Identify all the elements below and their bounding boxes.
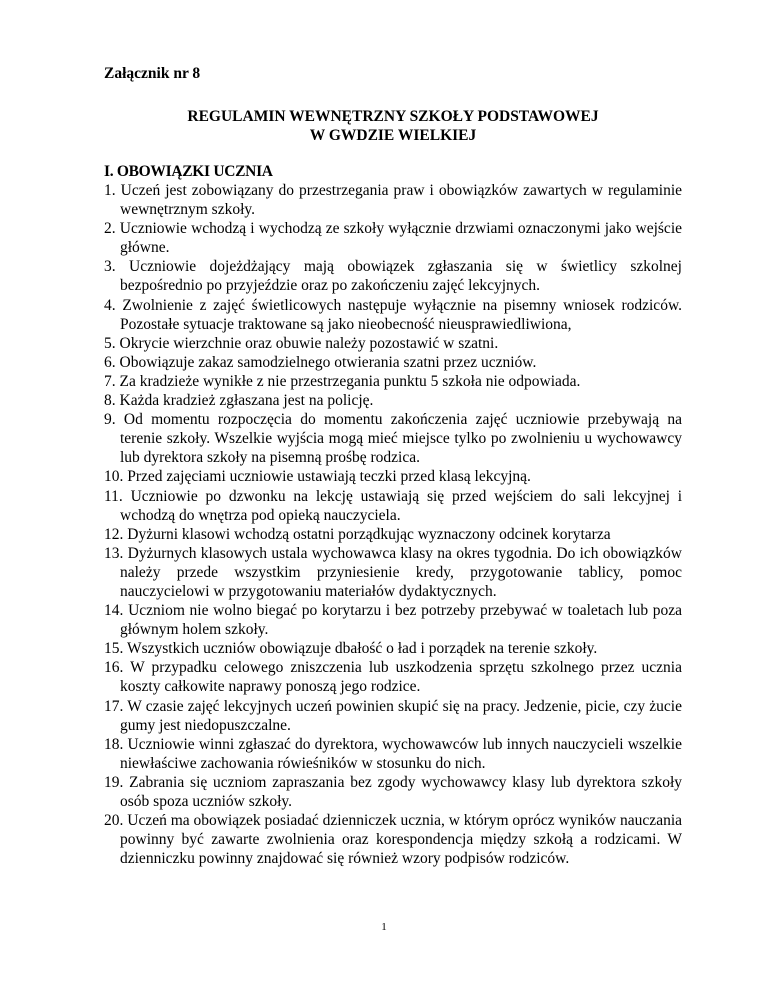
rule-text: Uczniom nie wolno biegać po korytarzu i bez potrzeby przebywać w toaletach lub poza głównym holem szkoły. (120, 602, 683, 639)
rule-item (104, 658, 682, 696)
rule-text: Uczeń ma obowiązek posiadać dzienniczek ucznia, w którym oprócz wyników nauczania powinny być zawarte zwolnienia oraz korespondencja między szkołą a rodzicami. W dzienniczku powinny znajdować się również wzory podpisów rodziców. (120, 812, 683, 868)
rule-item (104, 697, 682, 735)
rule-item (104, 487, 682, 525)
rule-text: Za kradzieże wynikłe z nie przestrzegania punktu 5 szkoła nie odpowiada. (119, 372, 581, 390)
rule-number: 7. (104, 372, 116, 390)
rule-item (104, 181, 682, 219)
rule-number: 18. (104, 735, 124, 753)
rule-number: 13. (104, 544, 124, 562)
rule-item (104, 735, 682, 773)
rule-text: Dyżurni klasowi wchodzą ostatni porządkując wyznaczony odcinek korytarza (127, 525, 611, 543)
rule-text: Od momentu rozpoczęcia do momentu zakończenia zajęć uczniowie przebywają na terenie szkoły. Wszelkie wyjścia mogą mieć miejsce tylko po zwolnieniu u wychowawcy lub dyrektora szkoły na pisemną prośbę rodzica. (120, 411, 683, 467)
rule-item (104, 296, 682, 334)
rule-number: 1. (104, 182, 116, 199)
rule-number: 20. (104, 812, 124, 830)
rule-number: 16. (104, 659, 124, 677)
rule-number: 11. (104, 487, 123, 505)
annex-label: Załącznik nr 8 (104, 65, 201, 82)
rule-number: 19. (104, 773, 124, 791)
rule-text: W przypadku celowego zniszczenia lub uszkodzenia sprzętu szkolnego przez ucznia koszty całkowite naprawy ponoszą jego rodzice. (120, 659, 682, 696)
rule-text: Przed zajęciami uczniowie ustawiają teczki przed klasą lekcyjną. (127, 468, 531, 486)
section-heading: I. OBOWIĄZKI UCZNIA (104, 163, 273, 180)
rule-text: Uczniowie po dzwonku na lekcję ustawiają się przed wejściem do sali lekcyjnej i wchodzą do wnętrza pod opieką nauczyciela. (120, 487, 682, 524)
rule-text: Uczeń jest zobowiązany do przestrzegania praw i obowiązków zawartych w regulaminie wewnętrznym szkoły. (120, 182, 683, 219)
rule-item (104, 601, 682, 639)
rule-item (104, 467, 682, 486)
rule-number: 8. (104, 392, 116, 410)
rule-text: Okrycie wierzchnie oraz obuwie należy pozostawić w szatni. (119, 334, 499, 352)
rule-text: Uczniowie winni zgłaszać do dyrektora, wychowawców lub innych nauczycieli wszelkie niewłaściwe zachowania rówieśników w stosunku do nich. (120, 735, 682, 772)
rule-text: Zwolnienie z zajęć świetlicowych następuje wyłącznie na pisemny wniosek rodziców. Pozostałe sytuacje traktowane są jako nieobecność nieusprawiedliwiona, (120, 296, 682, 333)
rule-item (104, 353, 682, 372)
rule-text: Każda kradzież zgłaszana jest na policję. (119, 392, 374, 410)
rule-item (104, 544, 682, 601)
rule-item (104, 811, 682, 868)
document-title-line-2: W GWDZIE WIELKIEJ (309, 127, 477, 144)
rule-text: Dyżurnych klasowych ustala wychowawca klasy na okres tygodnia. Do ich obowiązków należy przede wszystkim przyniesienie kredy, przygotowanie tablicy, pomoc nauczycielowi w przygotowaniu materiałów dydaktycznych. (120, 544, 683, 600)
rule-number: 6. (104, 353, 116, 371)
rule-item (104, 219, 682, 257)
rule-number: 2. (104, 220, 116, 238)
rule-item (104, 525, 682, 544)
rule-text: Obowiązuje zakaz samodzielnego otwierania szatni przez uczniów. (119, 353, 537, 371)
rules-list (104, 181, 682, 868)
rule-number: 17. (104, 697, 124, 715)
rule-item (104, 372, 682, 391)
rule-item (104, 773, 682, 811)
rule-number: 9. (104, 411, 116, 429)
rule-number: 5. (104, 334, 116, 352)
rule-number: 4. (104, 296, 116, 314)
rule-number: 12. (104, 525, 124, 543)
rule-item (104, 410, 682, 467)
rule-text: Zabrania się uczniom zapraszania bez zgody wychowawcy klasy lub dyrektora szkoły osób spoza uczniów szkoły. (120, 773, 683, 810)
document-title-line-1: REGULAMIN WEWNĘTRZNY SZKOŁY PODSTAWOWEJ (187, 108, 599, 125)
rule-item (104, 639, 682, 658)
rule-number: 14. (104, 602, 124, 620)
page-number: 1 (381, 921, 387, 933)
rule-text: W czasie zajęć lekcyjnych uczeń powinien skupić się na pracy. Jedzenie, picie, czy żucie gumy jest niedopuszczalne. (120, 697, 682, 734)
rule-text: Uczniowie dojeżdżający mają obowiązek zgłaszania się w świetlicy szkolnej bezpośrednio po przyjeździe oraz po zakończeniu zajęć lekcyjnych. (120, 258, 682, 295)
rule-number: 3. (104, 258, 116, 276)
rule-text: Wszystkich uczniów obowiązuje dbałość o ład i porządek na terenie szkoły. (126, 640, 598, 658)
rule-text: Uczniowie wchodzą i wychodzą ze szkoły wyłącznie drzwiami oznaczonymi jako wejście główne. (119, 220, 682, 257)
rule-item (104, 391, 682, 410)
rule-item (104, 257, 682, 295)
rule-number: 15. (104, 640, 124, 658)
rule-number: 10. (104, 468, 124, 486)
rule-item (104, 334, 682, 353)
